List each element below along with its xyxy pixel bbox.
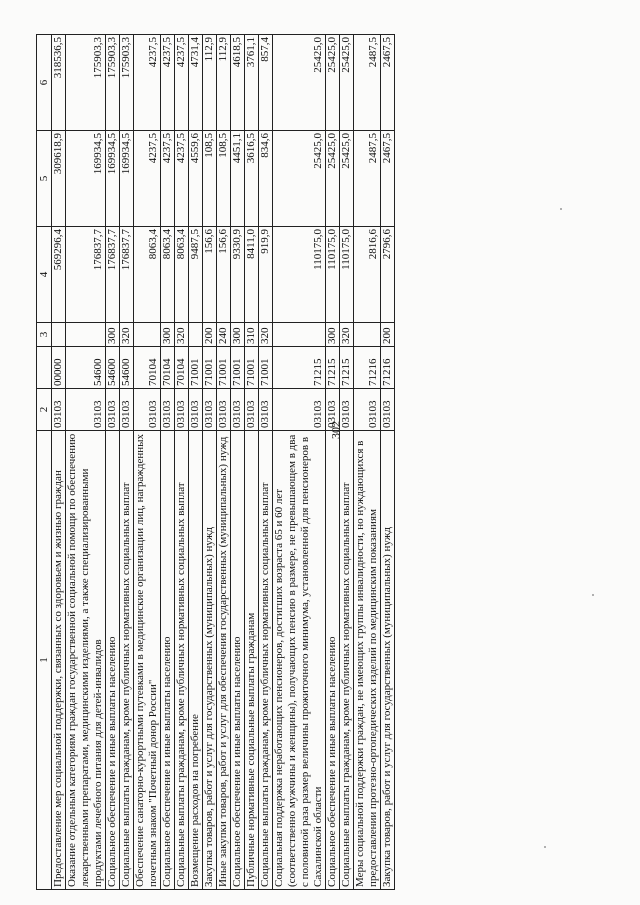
code-expense-type: 320 [175, 323, 189, 347]
row-name: Социальная поддержка неработающих пенсионеров, достигших возраста 65 и 60 лет (соответственно мужчины и женщины), получающих пенсию в размере, не превышающем в два с половиной раза размер величины прожиточного минимума, установленной для пенсионеров в Сахалинской области [273, 431, 326, 890]
code-expense-type [354, 323, 381, 347]
code-expense-type: 310 [245, 323, 259, 347]
header-cell: 3 [37, 323, 52, 347]
value-col5: 4237,5 [134, 131, 161, 227]
row-name: Закупка товаров, работ и услуг для государственных (муниципальных) нужд [381, 431, 395, 890]
value-col4: 8063,4 [161, 227, 175, 323]
code-section: 03103 [189, 389, 203, 431]
code-expense-type: 200 [381, 323, 395, 347]
row-name: Социальное обеспечение и иные выплаты населению [326, 431, 340, 890]
table-row [52, 35, 66, 890]
table-row [231, 35, 245, 890]
code-section: 03103 [52, 389, 66, 431]
value-col5: 3616,5 [245, 131, 259, 227]
code-section: 03103 [66, 389, 106, 431]
code-expense-type [273, 323, 326, 347]
code-item: 70104 [175, 347, 189, 389]
value-col6: 175903,3 [120, 35, 134, 131]
row-name: Оказание отдельным категориям граждан государственной социальной помощи по обеспечению лекарственными препаратами, медицинскими изделиями, а также специализированными продуктами лечебного питания для детей-инвалидов [66, 431, 106, 890]
code-item: 71001 [231, 347, 245, 389]
value-col6: 4237,5 [161, 35, 175, 131]
value-col4: 2816,6 [354, 227, 381, 323]
code-section: 03103 [273, 389, 326, 431]
code-expense-type: 300 [106, 323, 120, 347]
code-section: 03103 [340, 389, 354, 431]
code-expense-type: 320 [340, 323, 354, 347]
table-row [175, 35, 189, 890]
value-col5: 169934,5 [120, 131, 134, 227]
header-cell: 2 [37, 389, 52, 431]
code-section: 03103 [231, 389, 245, 431]
value-col6: 857,4 [259, 35, 273, 131]
code-item: 71216 [354, 347, 381, 389]
code-section: 03103 [203, 389, 217, 431]
value-col4: 9487,5 [189, 227, 203, 323]
table-row [134, 35, 161, 890]
value-col4: 156,6 [217, 227, 231, 323]
value-col6: 175903,3 [106, 35, 120, 131]
code-expense-type [66, 323, 106, 347]
code-expense-type [134, 323, 161, 347]
value-col5: 108,5 [217, 131, 231, 227]
row-name: Социальные выплаты гражданам, кроме публичных нормативных социальных выплат [120, 431, 134, 890]
row-name: Возмещение расходов на погребение [189, 431, 203, 890]
code-expense-type [52, 323, 66, 347]
row-name: Обеспечение санаторно-курортными путевками в медицинские организации лиц, награжденных почетным знаком "Почетный донор России" [134, 431, 161, 890]
value-col5: 108,5 [203, 131, 217, 227]
row-name: Социальное обеспечение и иные выплаты населению [231, 431, 245, 890]
value-col4: 569296,4 [52, 227, 66, 323]
table-row [106, 35, 120, 890]
value-col4: 8063,4 [175, 227, 189, 323]
header-cell: 6 [37, 35, 52, 131]
code-item: 71001 [189, 347, 203, 389]
scan-speck [560, 208, 562, 210]
header-cell [37, 347, 52, 389]
code-expense-type [189, 323, 203, 347]
row-name: Социальные выплаты гражданам, кроме публичных нормативных социальных выплат [259, 431, 273, 890]
value-col4: 156,6 [203, 227, 217, 323]
page-number: 302 [328, 421, 343, 439]
code-section: 03103 [161, 389, 175, 431]
value-col6: 4731,4 [189, 35, 203, 131]
code-section: 03103 [259, 389, 273, 431]
code-section: 03103 [217, 389, 231, 431]
value-col6: 112,9 [203, 35, 217, 131]
code-section: 03103 [326, 389, 340, 431]
code-section: 03103 [106, 389, 120, 431]
value-col5: 25425,0 [340, 131, 354, 227]
value-col4: 8063,4 [134, 227, 161, 323]
code-item: 70104 [134, 347, 161, 389]
value-col4: 2796,6 [381, 227, 395, 323]
code-expense-type: 200 [203, 323, 217, 347]
table-row [354, 35, 381, 890]
value-col6: 25425,0 [340, 35, 354, 131]
code-expense-type: 300 [161, 323, 175, 347]
row-name: Меры социальной поддержки граждан, не имеющих группы инвалидности, но нуждающихся в предоставлении протезно-ортопедических изделий по медицинским показаниям [354, 431, 381, 890]
code-section: 03103 [134, 389, 161, 431]
code-item: 71215 [326, 347, 340, 389]
scan-speck [544, 846, 546, 848]
table-row [189, 35, 203, 890]
row-name: Социальные выплаты гражданам, кроме публичных нормативных социальных выплат [340, 431, 354, 890]
row-name: Иные закупки товаров, работ и услуг для обеспечения государственных (муниципальных) нужд [217, 431, 231, 890]
table-row [203, 35, 217, 890]
row-name: Предоставление мер социальной поддержки, связанных со здоровьем и жизнью граждан [52, 431, 66, 890]
header-cell: 4 [37, 227, 52, 323]
value-col6: 112,9 [217, 35, 231, 131]
code-item: 54600 [66, 347, 106, 389]
value-col6: 2487,5 [354, 35, 381, 131]
value-col5: 2467,5 [381, 131, 395, 227]
value-col4: 9330,9 [231, 227, 245, 323]
code-item: 70104 [161, 347, 175, 389]
code-item: 71001 [203, 347, 217, 389]
header-cell: 1 [37, 431, 52, 890]
code-expense-type: 300 [231, 323, 245, 347]
row-name: Закупка товаров, работ и услуг для государственных (муниципальных) нужд [203, 431, 217, 890]
table-row [259, 35, 273, 890]
header-cell: 5 [37, 131, 52, 227]
table-row [120, 35, 134, 890]
code-item: 54600 [106, 347, 120, 389]
value-col5: 834,6 [259, 131, 273, 227]
value-col6: 2467,5 [381, 35, 395, 131]
table-row [326, 35, 340, 890]
value-col5: 169934,5 [106, 131, 120, 227]
value-col5: 2487,5 [354, 131, 381, 227]
code-expense-type: 320 [259, 323, 273, 347]
value-col6: 318536,5 [52, 35, 66, 131]
code-item: 00000 [52, 347, 66, 389]
code-section: 03103 [120, 389, 134, 431]
value-col5: 4559,6 [189, 131, 203, 227]
table-row [161, 35, 175, 890]
table-row [217, 35, 231, 890]
value-col4: 176837,7 [106, 227, 120, 323]
table-header-row [37, 35, 52, 890]
value-col5: 169934,5 [66, 131, 106, 227]
scan-speck [592, 594, 594, 596]
value-col4: 176837,7 [66, 227, 106, 323]
code-item: 71001 [217, 347, 231, 389]
value-col4: 110175,0 [340, 227, 354, 323]
value-col5: 4237,5 [175, 131, 189, 227]
value-col6: 175903,3 [66, 35, 106, 131]
value-col5: 4451,1 [231, 131, 245, 227]
row-name: Публичные нормативные социальные выплаты гражданам [245, 431, 259, 890]
value-col6: 25425,0 [326, 35, 340, 131]
value-col6: 25425,0 [273, 35, 326, 131]
value-col5: 4237,5 [161, 131, 175, 227]
code-item: 54600 [120, 347, 134, 389]
code-item: 71001 [245, 347, 259, 389]
code-expense-type: 240 [217, 323, 231, 347]
value-col4: 8411,0 [245, 227, 259, 323]
row-name: Социальное обеспечение и иные выплаты населению [161, 431, 175, 890]
table-row [245, 35, 259, 890]
value-col6: 4237,5 [134, 35, 161, 131]
value-col4: 110175,0 [326, 227, 340, 323]
table-row [381, 35, 395, 890]
value-col5: 309618,9 [52, 131, 66, 227]
code-section: 03103 [381, 389, 395, 431]
code-section: 03103 [245, 389, 259, 431]
code-expense-type: 320 [120, 323, 134, 347]
table-row [273, 35, 326, 890]
code-section: 03103 [175, 389, 189, 431]
value-col5: 25425,0 [273, 131, 326, 227]
code-section: 03103 [354, 389, 381, 431]
code-item: 71215 [340, 347, 354, 389]
value-col6: 4237,5 [175, 35, 189, 131]
value-col4: 176837,7 [120, 227, 134, 323]
value-col4: 110175,0 [273, 227, 326, 323]
table-row [340, 35, 354, 890]
value-col6: 3761,1 [245, 35, 259, 131]
code-expense-type: 300 [326, 323, 340, 347]
value-col4: 919,9 [259, 227, 273, 323]
rotated-table-wrapper [36, 35, 606, 890]
table-row [66, 35, 106, 890]
row-name: Социальные выплаты гражданам, кроме публичных нормативных социальных выплат [175, 431, 189, 890]
code-item: 71215 [273, 347, 326, 389]
code-item: 71216 [381, 347, 395, 389]
value-col5: 25425,0 [326, 131, 340, 227]
value-col6: 4618,5 [231, 35, 245, 131]
budget-table [36, 34, 395, 890]
code-item: 71001 [259, 347, 273, 389]
row-name: Социальное обеспечение и иные выплаты населению [106, 431, 120, 890]
